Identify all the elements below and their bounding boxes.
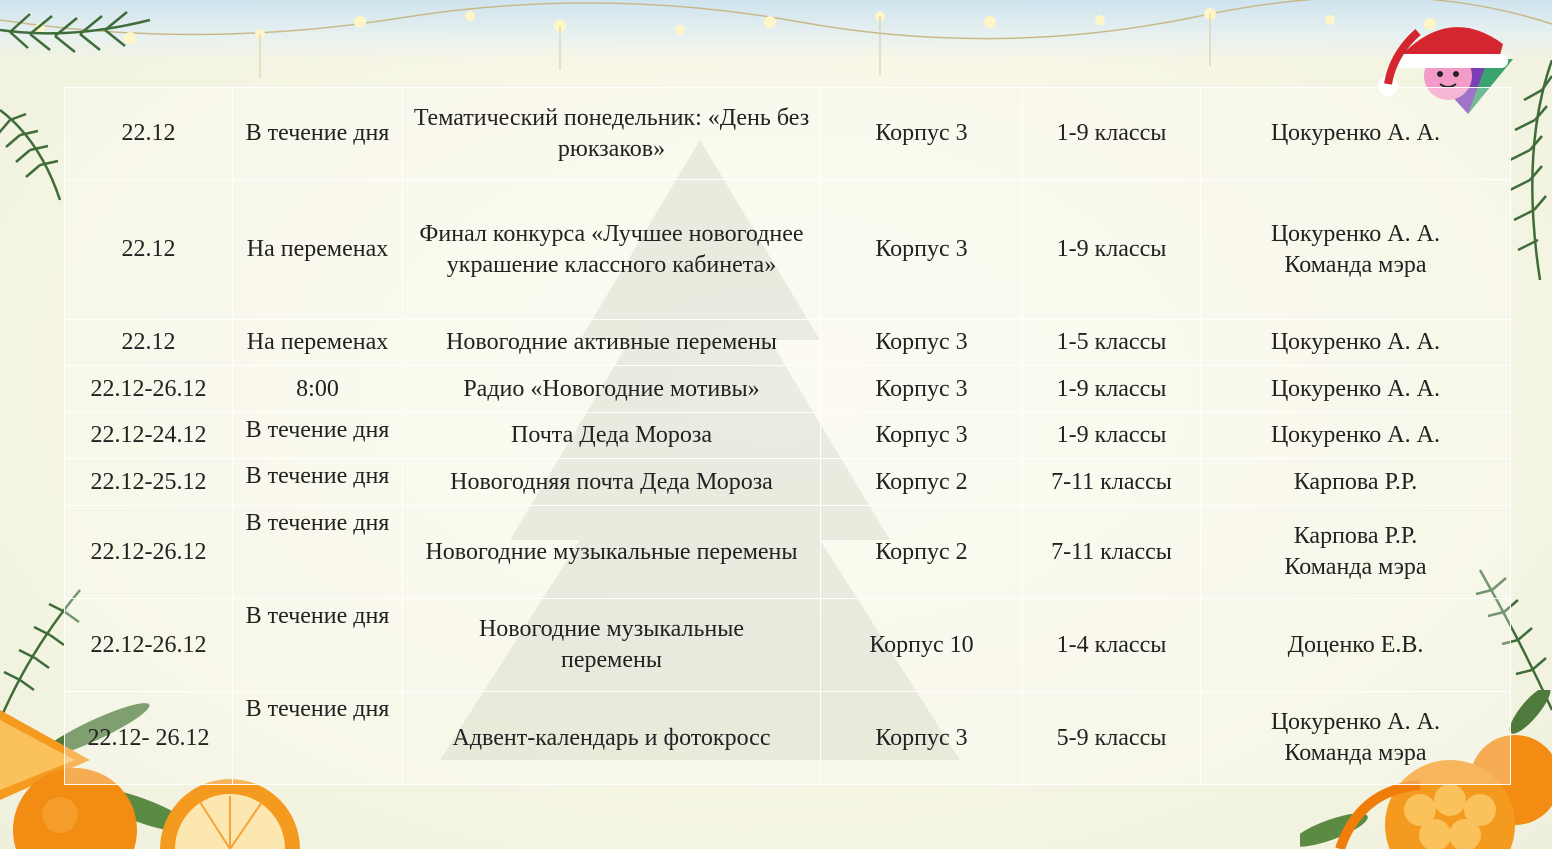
table-row xyxy=(65,320,1511,366)
classes-cell: 1-9 классы xyxy=(1023,88,1201,180)
responsible-team: Команда мэра xyxy=(1284,554,1427,580)
table-row xyxy=(65,88,1511,180)
time-cell: В течение дня xyxy=(233,506,403,599)
table-row xyxy=(65,366,1511,413)
location-cell: Корпус 3 xyxy=(821,413,1023,459)
location-cell: Корпус 10 xyxy=(821,599,1023,692)
event-cell: Тематический понедельник: «День без рюкзаков» xyxy=(403,88,821,180)
event-cell: Новогодние активные перемены xyxy=(403,320,821,366)
location-cell: Корпус 2 xyxy=(821,459,1023,506)
classes-cell: 7-11 классы xyxy=(1023,506,1201,599)
date-cell: 22.12-26.12 xyxy=(65,599,233,692)
event-cell: Новогодние музыкальные перемены xyxy=(403,506,821,599)
classes-cell: 7-11 классы xyxy=(1023,459,1201,506)
event-cell: Радио «Новогодние мотивы» xyxy=(403,366,821,413)
responsible-team: Команда мэра xyxy=(1284,251,1427,278)
event-cell: Адвент-календарь и фотокросс xyxy=(403,692,821,785)
schedule-table xyxy=(64,87,1511,785)
time-cell: На переменах xyxy=(233,320,403,366)
location-cell: Корпус 3 xyxy=(821,320,1023,366)
date-cell: 22.12-26.12 xyxy=(65,366,233,413)
responsible-cell xyxy=(1201,180,1511,320)
responsible-name: Доценко Е.В. xyxy=(1287,631,1424,658)
event-cell: Финал конкурса «Лучшее новогоднее украшение классного кабинета» xyxy=(403,180,821,320)
date-cell: 22.12 xyxy=(65,88,233,180)
location-cell: Корпус 3 xyxy=(821,692,1023,785)
time-cell: В течение дня xyxy=(233,88,403,180)
time-cell: В течение дня xyxy=(233,599,403,692)
event-cell: Почта Деда Мороза xyxy=(403,413,821,459)
date-cell: 22.12-25.12 xyxy=(65,459,233,506)
table-row xyxy=(65,692,1511,785)
location-cell: Корпус 3 xyxy=(821,88,1023,180)
classes-cell: 1-9 классы xyxy=(1023,413,1201,459)
table-row xyxy=(65,599,1511,692)
event-cell: Новогодняя почта Деда Мороза xyxy=(403,459,821,506)
date-cell: 22.12- 26.12 xyxy=(65,692,233,785)
responsible-name: Цокуренко А. А. xyxy=(1271,220,1440,247)
classes-cell: 1-4 классы xyxy=(1023,599,1201,692)
table-row xyxy=(65,413,1511,459)
table-row xyxy=(65,180,1511,320)
classes-cell: 5-9 классы xyxy=(1023,692,1201,785)
responsible-cell xyxy=(1201,413,1511,459)
time-cell: На переменах xyxy=(233,180,403,320)
responsible-name: Карпова Р.Р. xyxy=(1293,523,1418,549)
responsible-name: Цокуренко А. А. xyxy=(1271,375,1440,402)
time-cell: В течение дня xyxy=(233,413,403,459)
date-cell: 22.12-26.12 xyxy=(65,506,233,599)
time-cell: 8:00 xyxy=(233,366,403,413)
location-cell: Корпус 3 xyxy=(821,180,1023,320)
responsible-name: Карпова Р.Р. xyxy=(1293,468,1418,495)
classes-cell: 1-9 классы xyxy=(1023,366,1201,413)
responsible-name: Цокуренко А. А. xyxy=(1271,329,1440,355)
table-row xyxy=(65,506,1511,599)
location-cell: Корпус 3 xyxy=(821,366,1023,413)
responsible-cell xyxy=(1201,692,1511,785)
event-cell: Новогодние музыкальные перемены xyxy=(403,599,821,692)
date-cell: 22.12 xyxy=(65,180,233,320)
responsible-team: Команда мэра xyxy=(1284,740,1427,766)
responsible-cell xyxy=(1201,320,1511,366)
classes-cell: 1-5 классы xyxy=(1023,320,1201,366)
time-cell: В течение дня xyxy=(233,692,403,785)
responsible-cell xyxy=(1201,506,1511,599)
responsible-cell xyxy=(1201,88,1511,180)
responsible-cell xyxy=(1201,599,1511,692)
responsible-name: Цокуренко А. А. xyxy=(1271,422,1440,448)
table-row xyxy=(65,459,1511,506)
time-cell: В течение дня xyxy=(233,459,403,506)
responsible-name: Цокуренко А. А. xyxy=(1271,709,1440,735)
string-lights xyxy=(0,0,1552,90)
responsible-name: Цокуренко А. А. xyxy=(1271,120,1440,146)
location-cell: Корпус 2 xyxy=(821,506,1023,599)
date-cell: 22.12 xyxy=(65,320,233,366)
classes-cell: 1-9 классы xyxy=(1023,180,1201,320)
responsible-cell xyxy=(1201,366,1511,413)
responsible-cell xyxy=(1201,459,1511,506)
date-cell: 22.12-24.12 xyxy=(65,413,233,459)
